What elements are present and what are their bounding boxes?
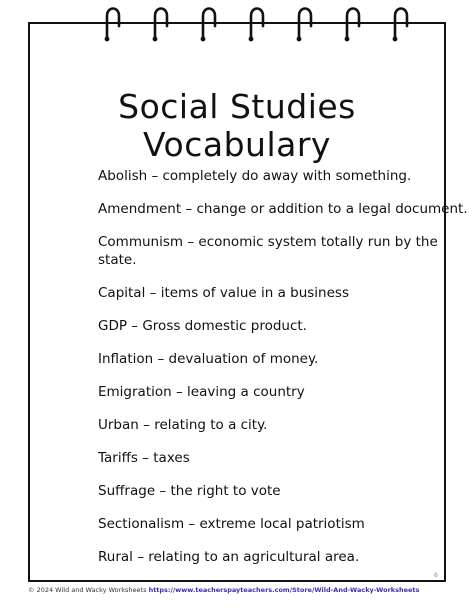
vocabulary-term: Abolish (98, 168, 148, 184)
vocabulary-definition: taxes (153, 450, 190, 466)
vocabulary-item (98, 284, 468, 302)
term-separator: – (127, 318, 143, 334)
term-separator: – (132, 549, 149, 565)
vocabulary-term: Inflation (98, 351, 154, 367)
vocabulary-item (98, 449, 468, 467)
vocabulary-item (98, 350, 468, 368)
term-separator: – (183, 234, 199, 250)
spiral-binding (98, 2, 458, 42)
ring-icon (242, 2, 272, 42)
vocabulary-item (98, 200, 468, 218)
vocabulary-term: Emigration (98, 384, 172, 400)
vocabulary-term: Rural (98, 549, 133, 565)
vocabulary-list (98, 167, 468, 581)
term-separator: – (145, 285, 161, 301)
vocabulary-definition: leaving a country (187, 384, 305, 400)
vocabulary-definition: completely do away with something. (162, 168, 412, 184)
vocabulary-definition: change or addition to a legal document. (196, 201, 468, 217)
term-separator: – (181, 201, 197, 217)
vocabulary-term: Tariffs (98, 450, 138, 466)
vocabulary-item (98, 515, 468, 533)
ring-icon (338, 2, 368, 42)
page-title-line-2: Vocabulary (143, 125, 331, 164)
vocabulary-definition: items of value in a business (160, 285, 349, 301)
page-title-line-1: Social Studies (118, 87, 356, 126)
term-separator: – (171, 384, 188, 400)
footer-store-link[interactable]: https://www.teacherspayteachers.com/Store/Wild-And-Wacky-Worksheets (148, 586, 420, 594)
vocabulary-definition: relating to an agricultural area. (148, 549, 360, 565)
ring-icon (98, 2, 128, 42)
term-separator: – (153, 351, 169, 367)
vocabulary-definition: devaluation of money. (168, 351, 319, 367)
ring-icon (194, 2, 224, 42)
vocabulary-term: Communism (98, 234, 184, 250)
vocabulary-term: Urban (98, 417, 139, 433)
vocabulary-term: Capital (98, 285, 146, 301)
vocabulary-term: Suffrage (98, 483, 156, 499)
vocabulary-item (98, 383, 468, 401)
vocabulary-item (98, 548, 468, 566)
vocabulary-definition: extreme local patriotism (199, 516, 365, 532)
vocabulary-item (98, 416, 468, 434)
page-number: 6 (434, 572, 438, 579)
vocabulary-definition: the right to vote (170, 483, 281, 499)
term-separator: – (137, 450, 154, 466)
vocabulary-definition: relating to a city. (154, 417, 268, 433)
vocabulary-item (98, 482, 468, 500)
vocabulary-term: GDP (98, 318, 127, 334)
term-separator: – (138, 417, 155, 433)
term-separator: – (184, 516, 200, 532)
vocabulary-term: Amendment (98, 201, 182, 217)
vocabulary-definition: economic system totally run by the state. (98, 234, 438, 268)
footer-copyright: © 2024 Wild and Wacky Worksheets (28, 586, 147, 594)
vocabulary-item (98, 317, 468, 335)
term-separator: – (155, 483, 171, 499)
worksheet-page (28, 22, 468, 582)
vocabulary-term: Sectionalism (98, 516, 185, 532)
vocabulary-item (98, 167, 468, 185)
ring-icon (386, 2, 416, 42)
ring-icon (290, 2, 320, 42)
ring-icon (146, 2, 176, 42)
term-separator: – (147, 168, 163, 184)
vocabulary-item (98, 233, 468, 269)
vocabulary-definition: Gross domestic product. (142, 318, 307, 334)
footer (28, 586, 446, 595)
